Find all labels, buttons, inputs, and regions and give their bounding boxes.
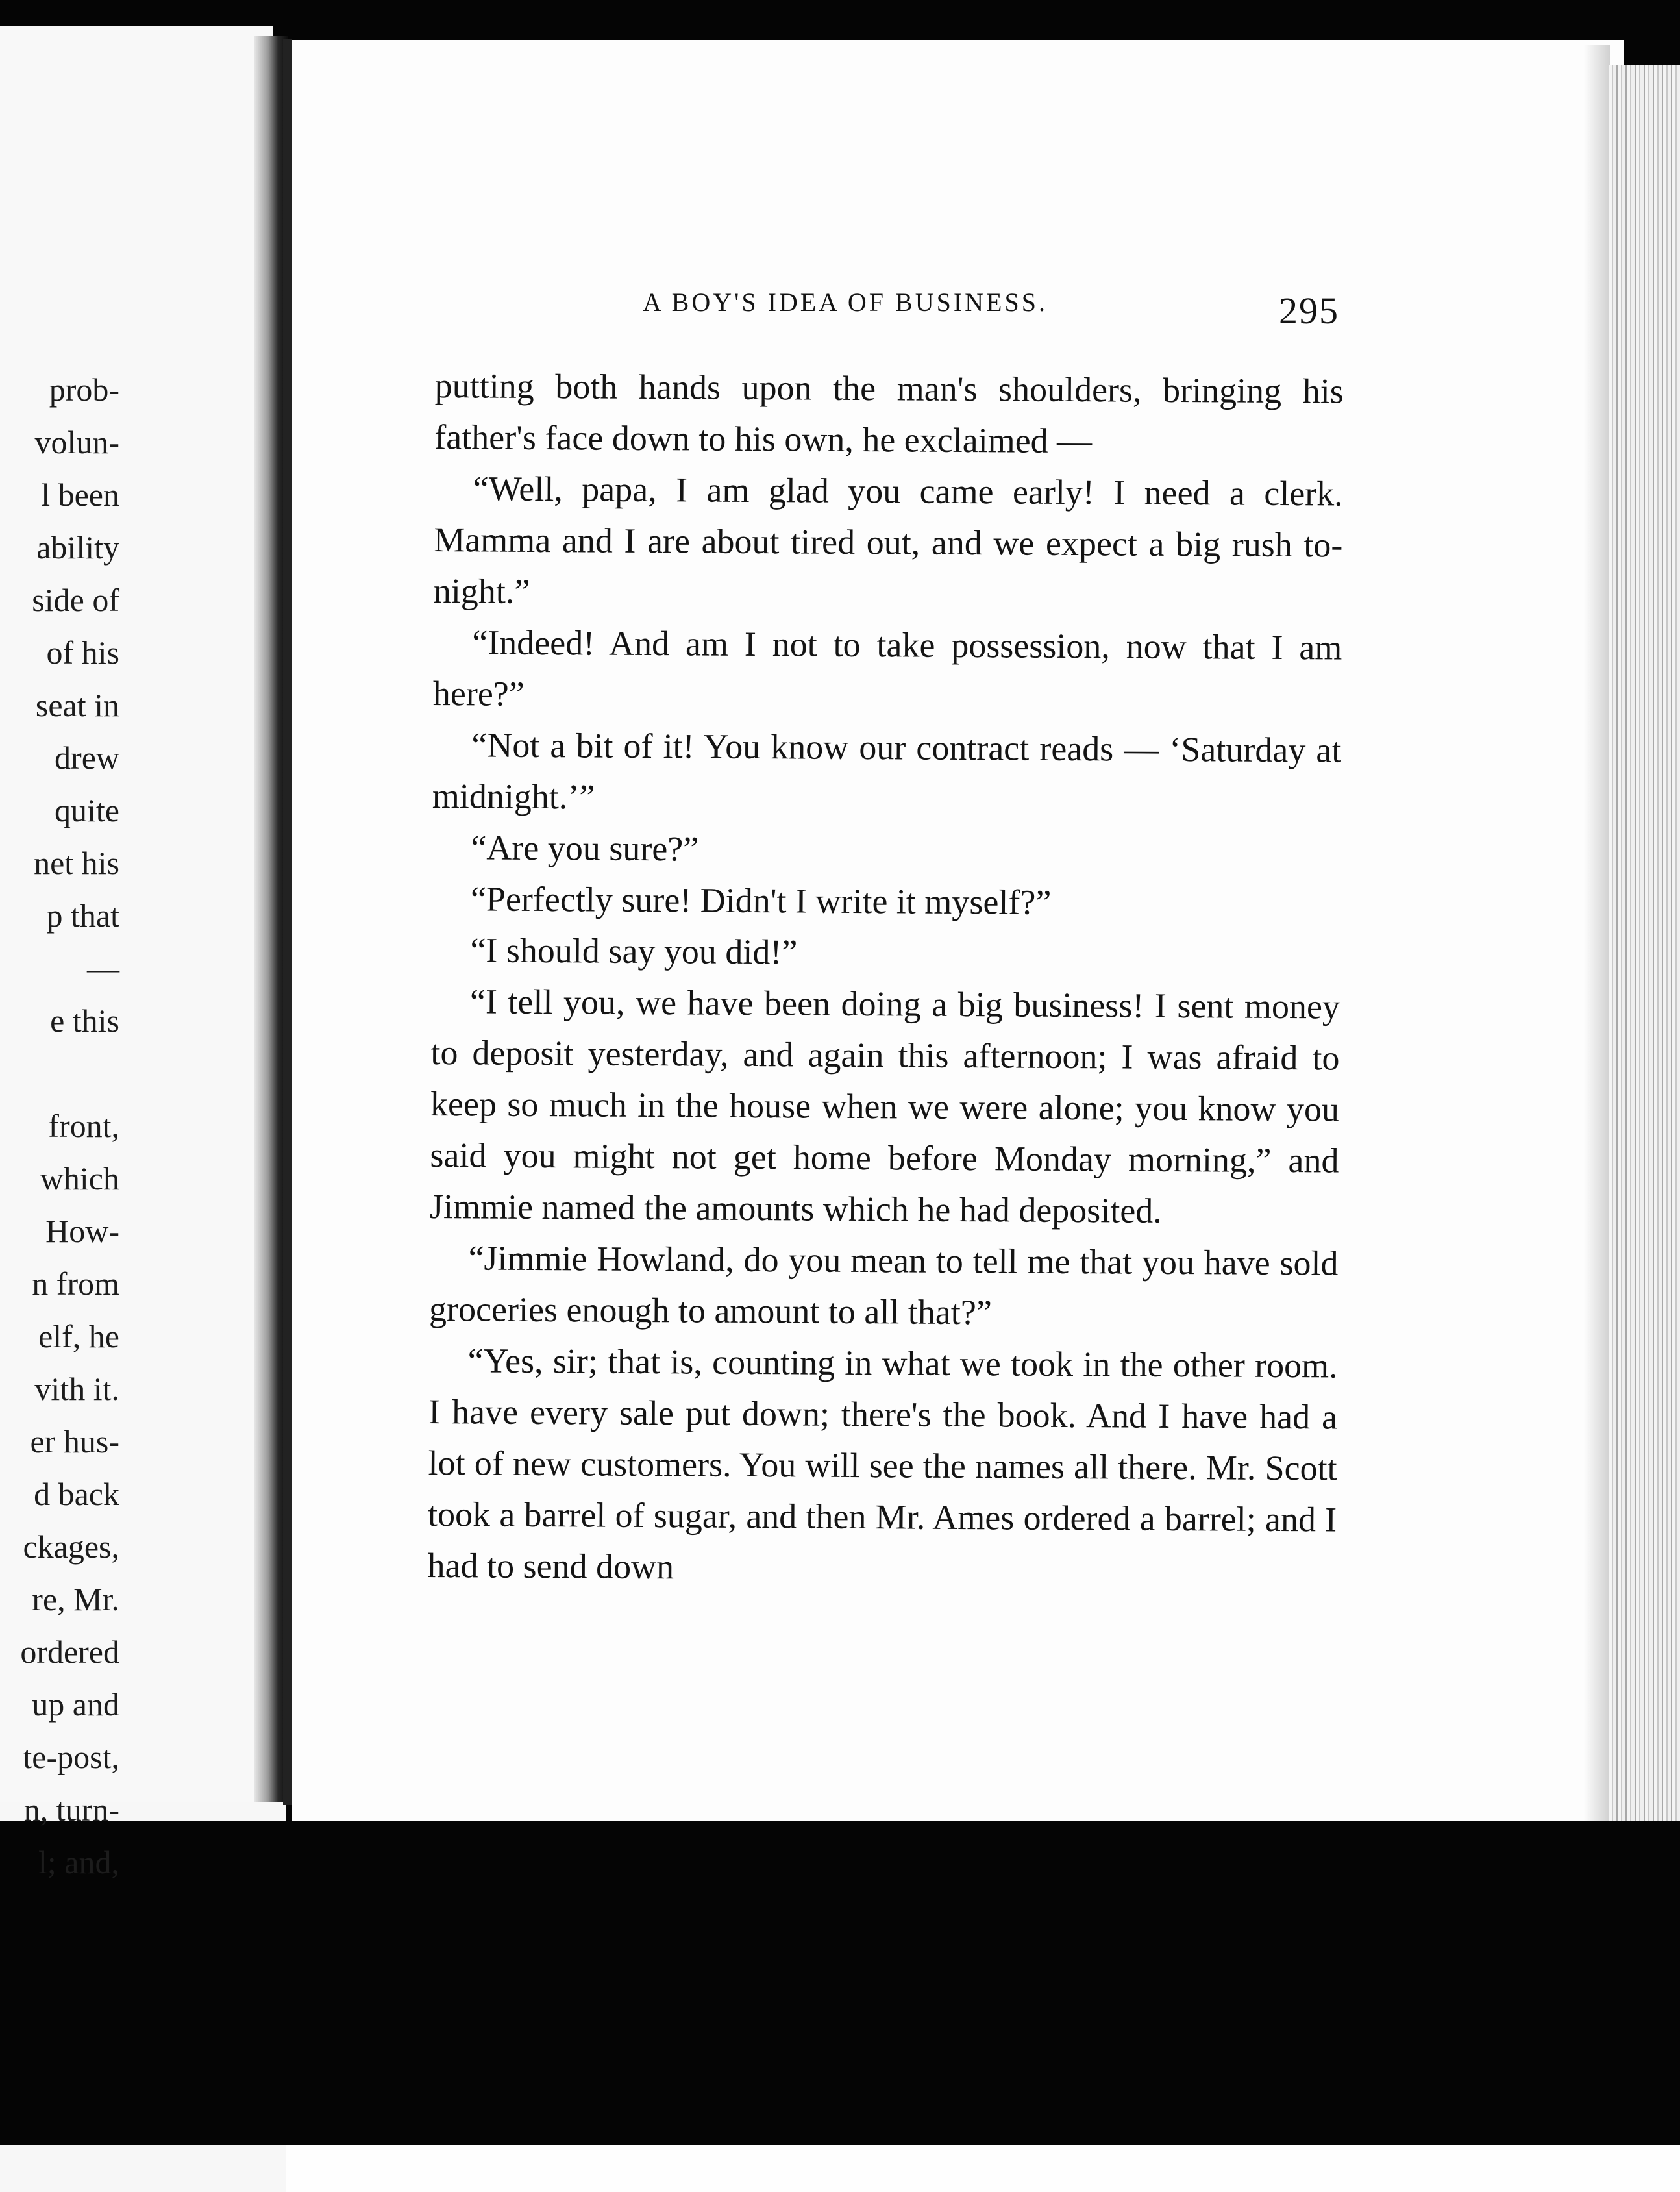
left-page-line: p that (46, 897, 119, 934)
page-stack-edges (1609, 65, 1680, 2117)
left-page-line: elf, he (38, 1318, 119, 1354)
paragraph: “Not a bit of it! You know our contract reads — ‘Saturday at midnight.’” (432, 725, 1342, 817)
left-page-line: prob- (49, 371, 119, 408)
page-number: 295 (1279, 290, 1339, 332)
left-page-line: which (40, 1160, 119, 1197)
paragraph: “Jimmie Howland, do you mean to tell me that you have sold groceries enough to amount to all that?” (428, 1238, 1339, 1332)
left-page-line (0, 1047, 119, 1100)
paragraph: “Yes, sir; that is, counting in what we took in the other room. I have every sale put down; there's the book. And I have had a lot of new customers. You will see the names all there. Mr. Scott took a barrel of sugar, and then Mr. Ames ordered a barrel; and I had to send down (427, 1341, 1338, 1587)
left-page-line: n, turn- (23, 1791, 119, 1828)
left-page-line: seat in (35, 687, 119, 723)
page-edge-shadow (1584, 45, 1610, 2110)
left-page-line: drew (55, 740, 119, 776)
paragraph: “Perfectly sure! Didn't I write it myself?” (470, 879, 1052, 922)
left-page-line: of his (46, 634, 119, 671)
running-title: A BOY'S IDEA OF BUSINESS. (643, 288, 1048, 317)
left-page-line: n from (32, 1265, 119, 1302)
left-page-line: te-post, (23, 1739, 119, 1775)
left-page-text-fragments (0, 364, 119, 1889)
left-page-line: up and (32, 1686, 119, 1723)
paragraph: “Indeed! And am I not to take possession, now that I am here?” (432, 623, 1342, 714)
left-page-line: vith it. (34, 1371, 119, 1407)
left-page-line: — (87, 950, 119, 986)
left-page-line: e this (50, 1003, 119, 1039)
paragraph: putting both hands upon the man's shoulders, bringing his father's face down to his own, he exclaimed — (434, 366, 1344, 461)
left-page-line: volun- (34, 424, 119, 460)
paragraph: “I tell you, we have been doing a big business! I sent money to deposit yesterday, and again this afternoon; I was afraid to keep so much in the house when we were alone; you know you said you might not get home before Monday morning,” and Jimmie named the amounts which he had deposited. (429, 982, 1340, 1230)
left-page-line: ability (36, 529, 119, 566)
body-text (427, 360, 1344, 1597)
left-page-line: quite (55, 792, 119, 828)
left-page-line: front, (48, 1108, 119, 1144)
paragraph: “Well, papa, I am glad you came early! I need a clerk. Mamma and I are about tired out, and we expect a big rush to-night.” (433, 469, 1343, 611)
gutter-fold (283, 39, 292, 1805)
paragraph: “I should say you did!” (470, 930, 798, 972)
left-page-line: ckages, (23, 1528, 119, 1565)
left-page-line: l; and, (38, 1844, 119, 1880)
left-page-line: How- (45, 1213, 119, 1249)
left-page-line: re, Mr. (32, 1581, 119, 1617)
left-page-line: ordered (20, 1634, 119, 1670)
left-page-line: d back (34, 1476, 119, 1512)
scan-bottom-background (0, 1821, 1680, 2145)
left-page-line: l been (41, 477, 119, 513)
left-page-line: net his (34, 845, 119, 881)
left-page-line: er hus- (30, 1423, 119, 1460)
left-page-line: side of (32, 582, 119, 618)
paragraph: “Are you sure?” (471, 828, 699, 869)
